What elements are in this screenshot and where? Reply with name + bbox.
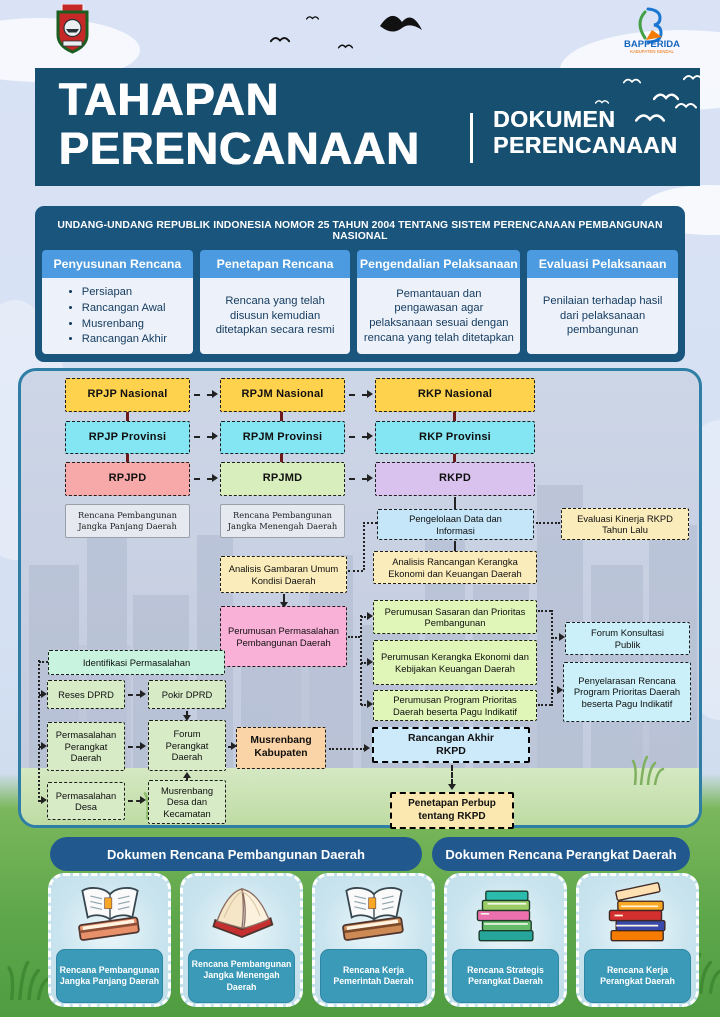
connector	[453, 412, 456, 421]
bird-icon	[306, 14, 319, 21]
arrowhead	[367, 474, 373, 482]
flow-box-forum-konsultasi: Forum Konsultasi Publik	[565, 622, 690, 655]
flow-box-reses-dprd: Reses DPRD	[47, 680, 125, 709]
flow-box-perumusan-permasalahan: Perumusan Permasalahan Pembangunan Daerah	[220, 606, 347, 667]
bird-icon	[595, 98, 609, 105]
flow-box-analisis-rancangan: Analisis Rancangan Kerangka Ekonomi dan Keuangan Daerah	[373, 551, 537, 584]
flow-box-rpjp-nasional: RPJP Nasional	[65, 378, 190, 412]
stage-header: Penetapan Rencana	[200, 250, 351, 278]
card-label: Rencana Kerja Pemerintah Daerah	[320, 949, 427, 1003]
arrowhead	[140, 690, 146, 698]
caption-rpjpd: Rencana Pembangunan Jangka Panjang Daerah	[65, 504, 190, 538]
regional-crest-logo	[54, 4, 91, 54]
flow-box-pokir-dprd: Pokir DPRD	[148, 680, 226, 709]
arrowhead	[212, 474, 218, 482]
law-section	[35, 206, 685, 362]
subtitle-line1: DOKUMEN	[493, 106, 616, 132]
flow-box-forum-perangkat: Forum Perangkat Daerah	[148, 720, 226, 771]
stage-body: Pemantauan dan pengawasan agar pelaksanaan sesuai dengan rencana yang telah ditetapkan	[357, 278, 520, 354]
connector	[194, 394, 213, 396]
connector	[363, 522, 377, 524]
bird-icon	[635, 110, 665, 124]
page-title	[59, 76, 420, 173]
arrowhead	[140, 796, 146, 804]
stage-column-evaluasi	[527, 250, 678, 354]
document-card-renja	[576, 873, 699, 1007]
stage-header: Penyusunan Rencana	[42, 250, 193, 278]
flow-box-penyelarasan: Penyelarasan Rencana Program Prioritas Daerah beserta Pagu Indikatif	[563, 662, 691, 722]
group-header-pembangunan-daerah: Dokumen Rencana Pembangunan Daerah	[50, 837, 422, 871]
connector	[126, 412, 129, 421]
stage-bullet: • Rancangan Awal	[82, 301, 167, 316]
grass-tuft	[631, 755, 665, 785]
bapperida-subtext: KABUPATEN KENDAL	[630, 49, 674, 54]
flow-box-rkpd: RKPD	[375, 462, 535, 496]
flow-box-musrenbang-desa: Musrenbang Desa dan Kecamatan	[148, 780, 226, 824]
bapperida-name: BAPPERIDA	[624, 39, 680, 50]
title-line2: PERENCANAAN	[59, 122, 421, 174]
connector	[360, 615, 362, 705]
document-card-rpjmd	[180, 873, 303, 1007]
subtitle-line2: PERENCANAAN	[493, 131, 678, 158]
bird-icon	[683, 72, 703, 82]
stage-header: Evaluasi Pelaksanaan	[527, 250, 678, 278]
connector	[454, 497, 456, 509]
connector	[349, 394, 368, 396]
stage-column-penyusunan	[42, 250, 193, 354]
flow-box-rpjm-provinsi: RPJM Provinsi	[220, 421, 345, 454]
title-line1: TAHAPAN	[59, 74, 280, 125]
connector	[348, 570, 363, 572]
book-stack-colorful-icon	[579, 876, 696, 946]
connector	[126, 454, 129, 462]
connector	[451, 765, 453, 785]
flow-box-rkp-provinsi: RKP Provinsi	[375, 421, 535, 454]
connector	[280, 454, 283, 462]
flow-box-musrenbang-kabupaten: Musrenbang Kabupaten	[236, 727, 326, 769]
flow-box-perumusan-program: Perumusan Program Prioritas Daerah beserta Pagu Indikatif	[373, 690, 537, 721]
stage-bullet: • Rancangan Akhir	[82, 332, 167, 347]
stage-header: Pengendalian Pelaksanaan	[357, 250, 520, 278]
connector	[538, 704, 551, 706]
flow-box-permasalahan-desa: Permasalahan Desa	[47, 782, 125, 820]
bapperida-logo	[612, 6, 692, 54]
bird-icon	[623, 76, 641, 85]
connector	[349, 436, 368, 438]
title-separator	[470, 113, 473, 163]
card-label: Rencana Pembangunan Jangka Panjang Daerah	[56, 949, 163, 1003]
stage-body	[42, 278, 193, 354]
arrowhead	[140, 742, 146, 750]
connector	[349, 478, 368, 480]
flow-box-perumusan-kerangka: Perumusan Kerangka Ekonomi dan Kebijakan Keuangan Daerah	[373, 640, 537, 685]
flow-box-rpjpd: RPJPD	[65, 462, 190, 496]
bird-icon	[675, 100, 697, 110]
caption-rpjmd: Rencana Pembangunan Jangka Menengah Daerah	[220, 504, 345, 538]
flow-box-rpjm-nasional: RPJM Nasional	[220, 378, 345, 412]
document-card-rkpd	[312, 873, 435, 1007]
connector	[453, 454, 456, 462]
arrowhead	[364, 744, 370, 752]
standing-open-book-icon	[183, 876, 300, 946]
connector	[38, 660, 40, 802]
bird-icon	[270, 34, 290, 44]
stage-body: Rencana yang telah disusun kemudian ditetapkan secara resmi	[200, 278, 351, 354]
card-label: Rencana Kerja Perangkat Daerah	[584, 949, 691, 1003]
flow-box-pengelolaan-data: Pengelolaan Data dan Informasi	[377, 509, 534, 540]
connector	[348, 636, 360, 638]
bird-icon	[338, 42, 353, 50]
arrowhead	[448, 784, 456, 790]
connector	[194, 478, 213, 480]
arrowhead	[367, 390, 373, 398]
connector	[39, 661, 48, 663]
connector	[454, 541, 456, 551]
arrowhead	[212, 390, 218, 398]
flow-box-analisis-gambaran: Analisis Gambaran Umum Kondisi Daerah	[220, 556, 347, 593]
grass-tuft	[6, 960, 52, 1000]
connector	[329, 748, 365, 750]
stage-body: Penilaian terhadap hasil dari pelaksanaan pembangunan	[527, 278, 678, 354]
stage-bullet: • Musrenbang	[82, 317, 167, 332]
bird-icon	[378, 6, 424, 40]
arrowhead	[367, 432, 373, 440]
title-band	[35, 68, 700, 186]
connector	[194, 436, 213, 438]
stage-columns	[42, 250, 678, 354]
connector	[363, 522, 365, 570]
flow-box-evaluasi-kinerja: Evaluasi Kinerja RKPD Tahun Lalu	[561, 508, 689, 540]
stage-column-pengendalian	[357, 250, 520, 354]
document-card-rpjpd	[48, 873, 171, 1007]
document-card-renstra	[444, 873, 567, 1007]
flow-box-rpjp-provinsi: RPJP Provinsi	[65, 421, 190, 454]
open-book-on-closed-book-icon	[51, 876, 168, 946]
connector	[536, 522, 560, 524]
stage-bullet-list	[68, 284, 167, 347]
law-banner: UNDANG-UNDANG REPUBLIK INDONESIA NOMOR 25 TAHUN 2004 TENTANG SISTEM PERENCANAAN PEMBANGUNAN NASIONAL	[57, 220, 663, 242]
flow-box-rancangan-akhir: Rancangan Akhir RKPD	[372, 727, 530, 763]
card-label: Rencana Pembangunan Jangka Menengah Daerah	[188, 949, 295, 1003]
flow-box-identifikasi: Identifikasi Permasalahan	[48, 650, 225, 675]
flow-box-permasalahan-perangkat: Permasalahan Perangkat Daerah	[47, 722, 125, 771]
book-stack-green-icon	[447, 876, 564, 946]
group-header-perangkat-daerah: Dokumen Rencana Perangkat Daerah	[432, 837, 690, 871]
flow-box-rkp-nasional: RKP Nasional	[375, 378, 535, 412]
card-label: Rencana Strategis Perangkat Daerah	[452, 949, 559, 1003]
stage-bullet: • Persiapan	[82, 285, 167, 300]
flow-box-perumusan-sasaran: Perumusan Sasaran dan Prioritas Pembangunan	[373, 600, 537, 634]
connector	[538, 610, 551, 612]
arrowhead	[212, 432, 218, 440]
open-book-on-closed-book-icon	[315, 876, 432, 946]
connector	[280, 412, 283, 421]
flow-box-penetapan-perbup: Penetapan Perbup tentang RKPD	[390, 792, 514, 829]
stage-column-penetapan	[200, 250, 351, 354]
flow-box-rpjmd: RPJMD	[220, 462, 345, 496]
